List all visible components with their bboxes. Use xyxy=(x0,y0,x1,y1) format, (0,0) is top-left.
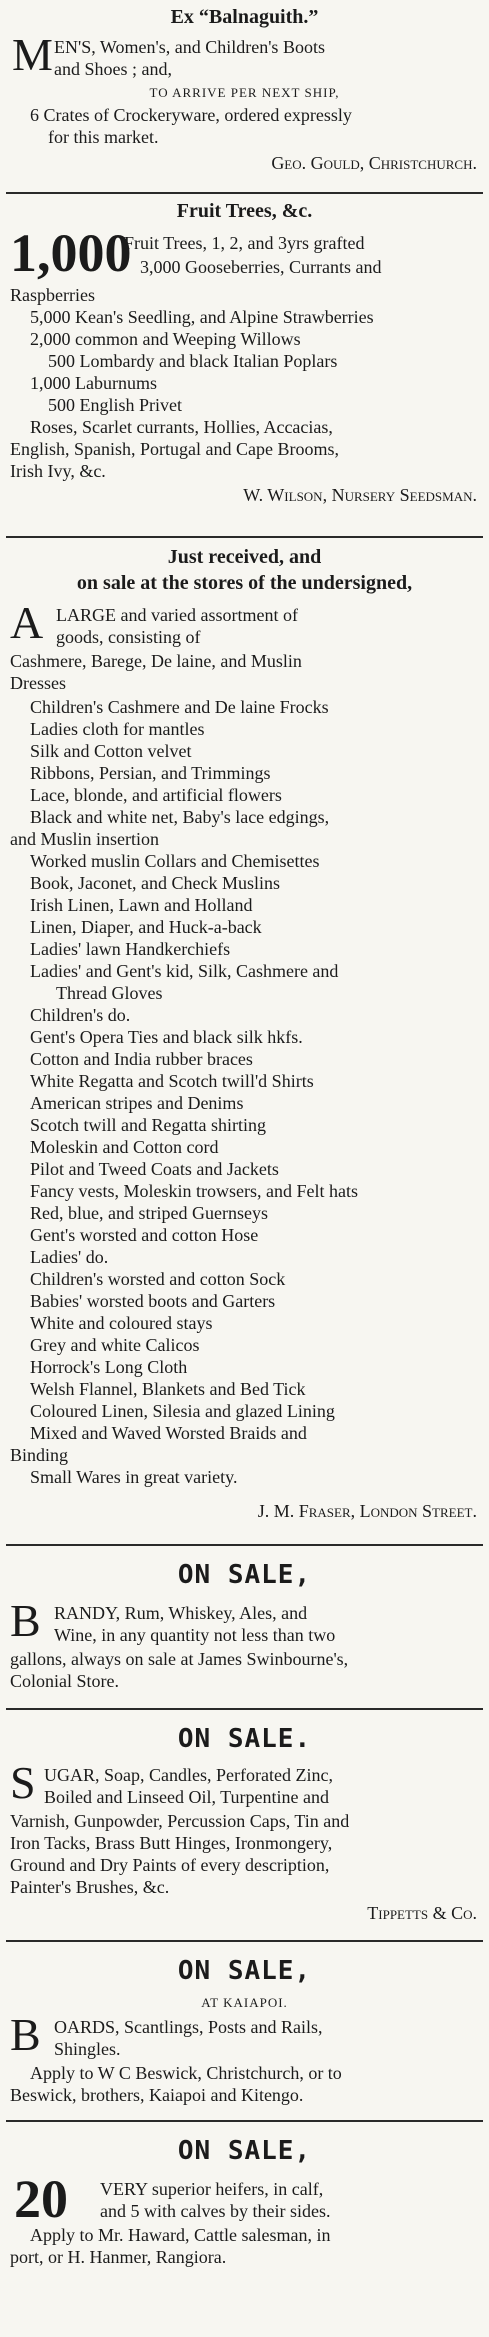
ad3-item: Fancy vests, Moleskin trowsers, and Felt hats xyxy=(30,1181,358,1201)
ad5-line6: Painter's Brushes, &c. xyxy=(10,1877,170,1897)
ad2-line11: Irish Ivy, &c. xyxy=(10,461,106,481)
ad3-item: and Muslin insertion xyxy=(10,829,159,849)
ad3-item: Coloured Linen, Silesia and glazed Lining xyxy=(30,1401,335,1421)
ad5-drop-cap: S xyxy=(10,1757,36,1808)
ad4-line2: Wine, in any quantity not less than two xyxy=(54,1625,336,1645)
ad3-item: Binding xyxy=(10,1445,69,1465)
ad7-line1: VERY superior heifers, in calf, xyxy=(100,2179,324,2199)
ad3-intro3: Cashmere, Barege, De laine, and Muslin xyxy=(10,651,302,671)
ad1-signature: Geo. Gould, Christchurch. xyxy=(271,153,477,173)
ad7-line3: Apply to Mr. Haward, Cattle salesman, in xyxy=(30,2225,331,2245)
ad3-item: Gent's Opera Ties and black silk hkfs. xyxy=(30,1027,303,1047)
ad4-line4: Colonial Store. xyxy=(10,1671,119,1691)
ad3-item: Moleskin and Cotton cord xyxy=(30,1137,219,1157)
ad3-title2: on sale at the stores of the undersigned, xyxy=(76,572,413,594)
divider xyxy=(6,2120,483,2122)
ad3-title1: Just received, and xyxy=(167,546,322,568)
ad3-item: Small Wares in great variety. xyxy=(30,1467,238,1487)
ad2-line4: 5,000 Kean's Seedling, and Alpine Strawberries xyxy=(30,307,374,327)
ad3-item: Ribbons, Persian, and Trimmings xyxy=(30,763,271,783)
ad2-line3: Raspberries xyxy=(10,285,95,305)
ad3-intro1: LARGE and varied assortment of xyxy=(56,605,298,625)
ad3-item: Pilot and Tweed Coats and Jackets xyxy=(30,1159,279,1179)
ad3-intro2: goods, consisting of xyxy=(56,627,201,647)
ad3-item: Gent's worsted and cotton Hose xyxy=(30,1225,259,1245)
ad3-item: Black and white net, Baby's lace edgings, xyxy=(30,807,330,827)
ad1-drop-cap: M xyxy=(12,29,53,80)
ad5-line5: Ground and Dry Paints of every description, xyxy=(10,1855,330,1875)
divider xyxy=(6,536,483,538)
ad3-item: Children's Cashmere and De laine Frocks xyxy=(30,697,329,717)
ad4-drop-cap: B xyxy=(10,1595,41,1646)
ad3-item: White and coloured stays xyxy=(30,1313,213,1333)
ad3-item: Welsh Flannel, Blankets and Bed Tick xyxy=(30,1379,306,1399)
ad3-item: Irish Linen, Lawn and Holland xyxy=(30,895,253,915)
ad2-line1: Fruit Trees, 1, 2, and 3yrs grafted xyxy=(124,233,365,253)
ad2-title: Fruit Trees, &c. xyxy=(176,200,313,222)
ad3-signature: J. M. Fraser, London Street. xyxy=(257,1501,477,1521)
ad3-item: Red, blue, and striped Guernseys xyxy=(30,1203,268,1223)
ad3-item: Linen, Diaper, and Huck-a-back xyxy=(30,917,262,937)
ad6-line4: Beswick, brothers, Kaiapoi and Kitengo. xyxy=(10,2085,304,2105)
ad6-subtitle: AT KAIAPOI. xyxy=(201,1995,288,2010)
ad3-item: Thread Gloves xyxy=(56,983,163,1003)
ad1-line3: TO ARRIVE PER NEXT SHIP, xyxy=(149,85,340,100)
divider xyxy=(6,1544,483,1546)
ad3-item: Scotch twill and Regatta shirting xyxy=(30,1115,266,1135)
ad2-line5: 2,000 common and Weeping Willows xyxy=(30,329,301,349)
ad7-big-number: 20 xyxy=(14,2169,68,2229)
ad5-title: ON SALE. xyxy=(177,1724,312,1754)
divider xyxy=(6,1940,483,1942)
ad5-signature: Tippetts & Co. xyxy=(367,1903,477,1923)
ad3-drop-cap: A xyxy=(10,597,44,648)
ad3-item: Children's worsted and cotton Sock xyxy=(30,1269,286,1289)
ad6-drop-cap: B xyxy=(10,2009,41,2060)
ad3-item: Ladies' do. xyxy=(30,1247,109,1267)
ad3-item: Ladies' and Gent's kid, Silk, Cashmere and xyxy=(30,961,339,981)
ad3-item: American stripes and Denims xyxy=(30,1093,244,1113)
ad6-title: ON SALE, xyxy=(177,1956,312,1986)
ad3-item: Book, Jaconet, and Check Muslins xyxy=(30,873,280,893)
ad7-line4: port, or H. Hanmer, Rangiora. xyxy=(10,2247,227,2267)
ad2-line10: English, Spanish, Portugal and Cape Brooms, xyxy=(10,439,339,459)
ad7-line2: and 5 with calves by their sides. xyxy=(100,2201,331,2221)
ad4-line3: gallons, always on sale at James Swinbourne's, xyxy=(10,1649,349,1669)
ad2-line7: 1,000 Laburnums xyxy=(30,373,157,393)
ad7-title: ON SALE, xyxy=(177,2136,312,2166)
ad3-item: White Regatta and Scotch twill'd Shirts xyxy=(30,1071,314,1091)
ad3-item: Babies' worsted boots and Garters xyxy=(30,1291,276,1311)
ad1-line2: and Shoes ; and, xyxy=(54,59,172,79)
divider xyxy=(6,192,483,194)
ad2-line9: Roses, Scarlet currants, Hollies, Accacias, xyxy=(30,417,333,437)
ad2-signature: W. Wilson, Nursery Seedsman. xyxy=(243,485,477,505)
ad1-line1: EN'S, Women's, and Children's Boots xyxy=(54,37,325,57)
ad2-big-number: 1,000 xyxy=(10,223,132,283)
ad1-line4: 6 Crates of Crockeryware, ordered expressly xyxy=(30,105,352,125)
divider xyxy=(6,1708,483,1710)
ad3-item: Silk and Cotton velvet xyxy=(30,741,192,761)
ad1-title: Ex “Balnaguith.” xyxy=(170,6,319,28)
ad4-title: ON SALE, xyxy=(177,1560,312,1590)
ad3-item: Grey and white Calicos xyxy=(30,1335,200,1355)
ad5-line4: Iron Tacks, Brass Butt Hinges, Ironmongery, xyxy=(10,1833,333,1853)
ad3-item: Mixed and Waved Worsted Braids and xyxy=(30,1423,307,1443)
ad5-line1: UGAR, Soap, Candles, Perforated Zinc, xyxy=(44,1765,333,1785)
ad6-line3: Apply to W C Beswick, Christchurch, or to xyxy=(30,2063,342,2083)
ad2-line2: 3,000 Gooseberries, Currants and xyxy=(140,257,382,277)
ad6-line1: OARDS, Scantlings, Posts and Rails, xyxy=(54,2017,323,2037)
ad3-item: Cotton and India rubber braces xyxy=(30,1049,253,1069)
ad3-intro4: Dresses xyxy=(10,673,66,693)
ad6-line2: Shingles. xyxy=(54,2039,121,2059)
ad3-item: Lace, blonde, and artificial flowers xyxy=(30,785,282,805)
ad3-item: Worked muslin Collars and Chemisettes xyxy=(30,851,320,871)
ad5-line3: Varnish, Gunpowder, Percussion Caps, Tin and xyxy=(10,1811,350,1831)
ad3-item: Ladies cloth for mantles xyxy=(30,719,205,739)
ad1-line5: for this market. xyxy=(48,127,159,147)
ad3-item: Children's do. xyxy=(30,1005,131,1025)
ad3-item: Horrock's Long Cloth xyxy=(30,1357,188,1377)
ad5-line2: Boiled and Linseed Oil, Turpentine and xyxy=(44,1787,329,1807)
ad3-item: Ladies' lawn Handkerchiefs xyxy=(30,939,231,959)
ad4-line1: RANDY, Rum, Whiskey, Ales, and xyxy=(54,1603,308,1623)
ad2-line6: 500 Lombardy and black Italian Poplars xyxy=(48,351,338,371)
ad2-line8: 500 English Privet xyxy=(48,395,182,415)
